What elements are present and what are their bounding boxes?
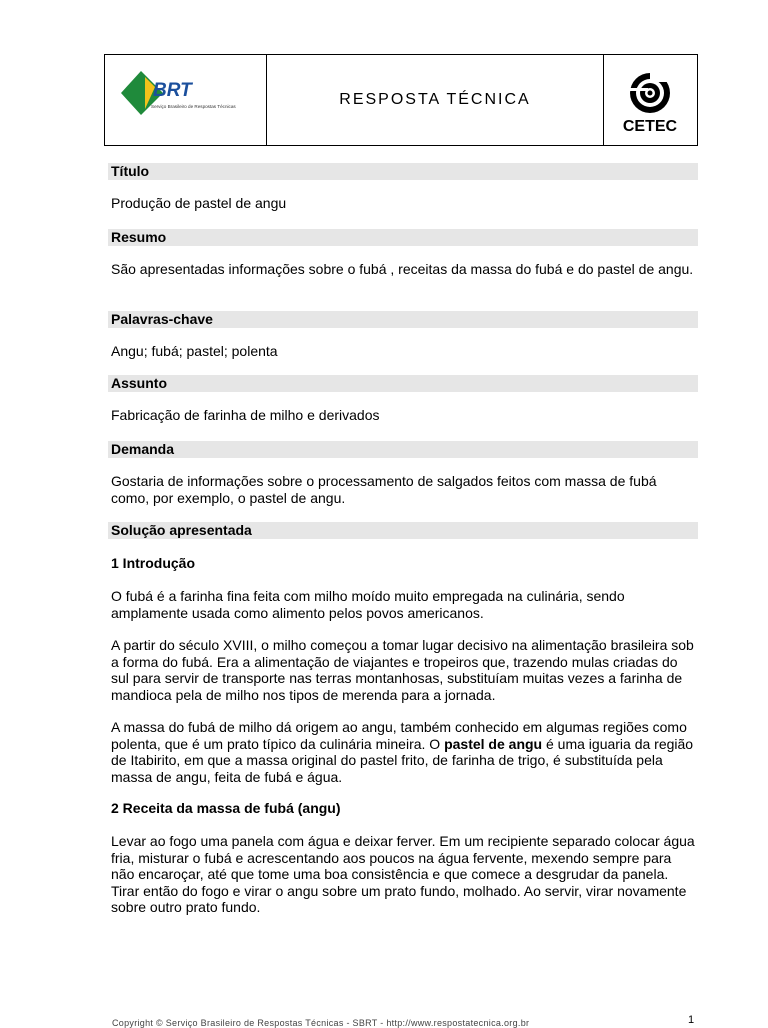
resumo-text: São apresentadas informações sobre o fubá , receitas da massa do fubá e do pastel de angu. <box>111 261 694 277</box>
assunto-text: Fabricação de farinha de milho e derivados <box>111 407 380 423</box>
recipe-heading: 2 Receita da massa de fubá (angu) <box>111 800 341 816</box>
demanda-text: Gostaria de informações sobre o processamento de salgados feitos com massa de fubá como, por exemplo, o pastel de angu. <box>111 473 657 506</box>
footer-copyright: Copyright © Serviço Brasileiro de Respostas Técnicas - SBRT - http://www.respostatecnica.org.br <box>112 1018 530 1028</box>
resumo-content <box>108 261 698 278</box>
brt-logo-cell <box>105 55 267 145</box>
cetec-logo-text: CETEC <box>622 118 678 135</box>
cetec-logo-cell <box>603 55 697 145</box>
section-heading-palavras: Palavras-chave <box>108 311 698 328</box>
section-palavras <box>108 311 698 328</box>
intro-paragraph-2: A partir do século XVIII, o milho começou a tomar lugar decisivo na alimentação brasileira sob a forma do fubá. Era a alimentação de viajantes e tropeiros que, trazendo mulas criadas do sul para servir de transporte nas terras montanhosas, substituíam muitas vezes a farinha de mandioca pela de milho nos tipos de merenda para a jornada. <box>111 637 694 703</box>
intro-p3-block <box>108 719 698 785</box>
intro-paragraph-3 <box>108 719 698 785</box>
section-assunto <box>108 375 698 392</box>
header-title-cell <box>267 55 603 145</box>
demanda-content <box>108 473 698 506</box>
intro-p2-block <box>108 637 698 703</box>
brt-logo <box>119 69 259 129</box>
titulo-content <box>108 195 698 212</box>
titulo-text: Produção de pastel de angu <box>111 195 287 211</box>
section-heading-assunto: Assunto <box>108 375 698 392</box>
assunto-content <box>108 407 698 424</box>
recipe-p1-block <box>108 833 698 916</box>
intro-p3-part-b: é uma iguaria da região de Itabirito, em que a massa original do pastel frito, de farinha de trigo, é substituída pela massa de angu, feita de fubá e água. <box>111 735 694 785</box>
intro-p1-block <box>108 588 698 621</box>
recipe-paragraph: Levar ao fogo uma panela com água e deixar ferver. Em um recipiente separado colocar água fria, misturar o fubá e acrescentando aos poucos na água fervente, mexendo sempre para não encaroçar, até que tome uma boa consistência e que comece a desgrudar da panela. Tirar então do fogo e virar o angu sobre um prato fundo, molhado. Ao servir, virar novamente sobre outro prato fundo. <box>111 833 695 915</box>
recipe-heading-block <box>108 800 698 817</box>
palavras-text: Angu; fubá; pastel; polenta <box>111 343 278 359</box>
pastel-de-angu-bold: pastel de angu <box>444 735 543 752</box>
section-resumo <box>108 229 698 246</box>
intro-p3-part-a: A massa do fubá de milho dá origem ao angu, também conhecido em algumas regiões como polenta, que é um prato típico da culinária mineira. O <box>111 719 687 752</box>
cetec-logo <box>616 69 684 135</box>
brt-logo-text: BRT <box>153 80 192 101</box>
section-heading-demanda: Demanda <box>108 441 698 458</box>
page-number: 1 <box>688 1014 695 1026</box>
intro-heading: 1 Introdução <box>111 555 196 571</box>
document-title: RESPOSTA TÉCNICA <box>339 91 531 108</box>
section-heading-solucao: Solução apresentada <box>108 522 698 539</box>
document-header <box>104 54 698 146</box>
intro-paragraph-1: O fubá é a farinha fina feita com milho moído muito empregada na culinária, sendo amplamente usada como alimento pelos povos americanos. <box>111 588 625 621</box>
intro-heading-block <box>108 555 698 572</box>
section-demanda <box>108 441 698 458</box>
section-heading-resumo: Resumo <box>108 229 698 246</box>
brt-logo-caption: Serviço Brasileiro de Respostas Técnicas <box>151 104 236 109</box>
section-solucao <box>108 522 698 539</box>
section-titulo <box>108 163 698 180</box>
palavras-content <box>108 343 698 360</box>
section-heading-titulo: Título <box>108 163 698 180</box>
